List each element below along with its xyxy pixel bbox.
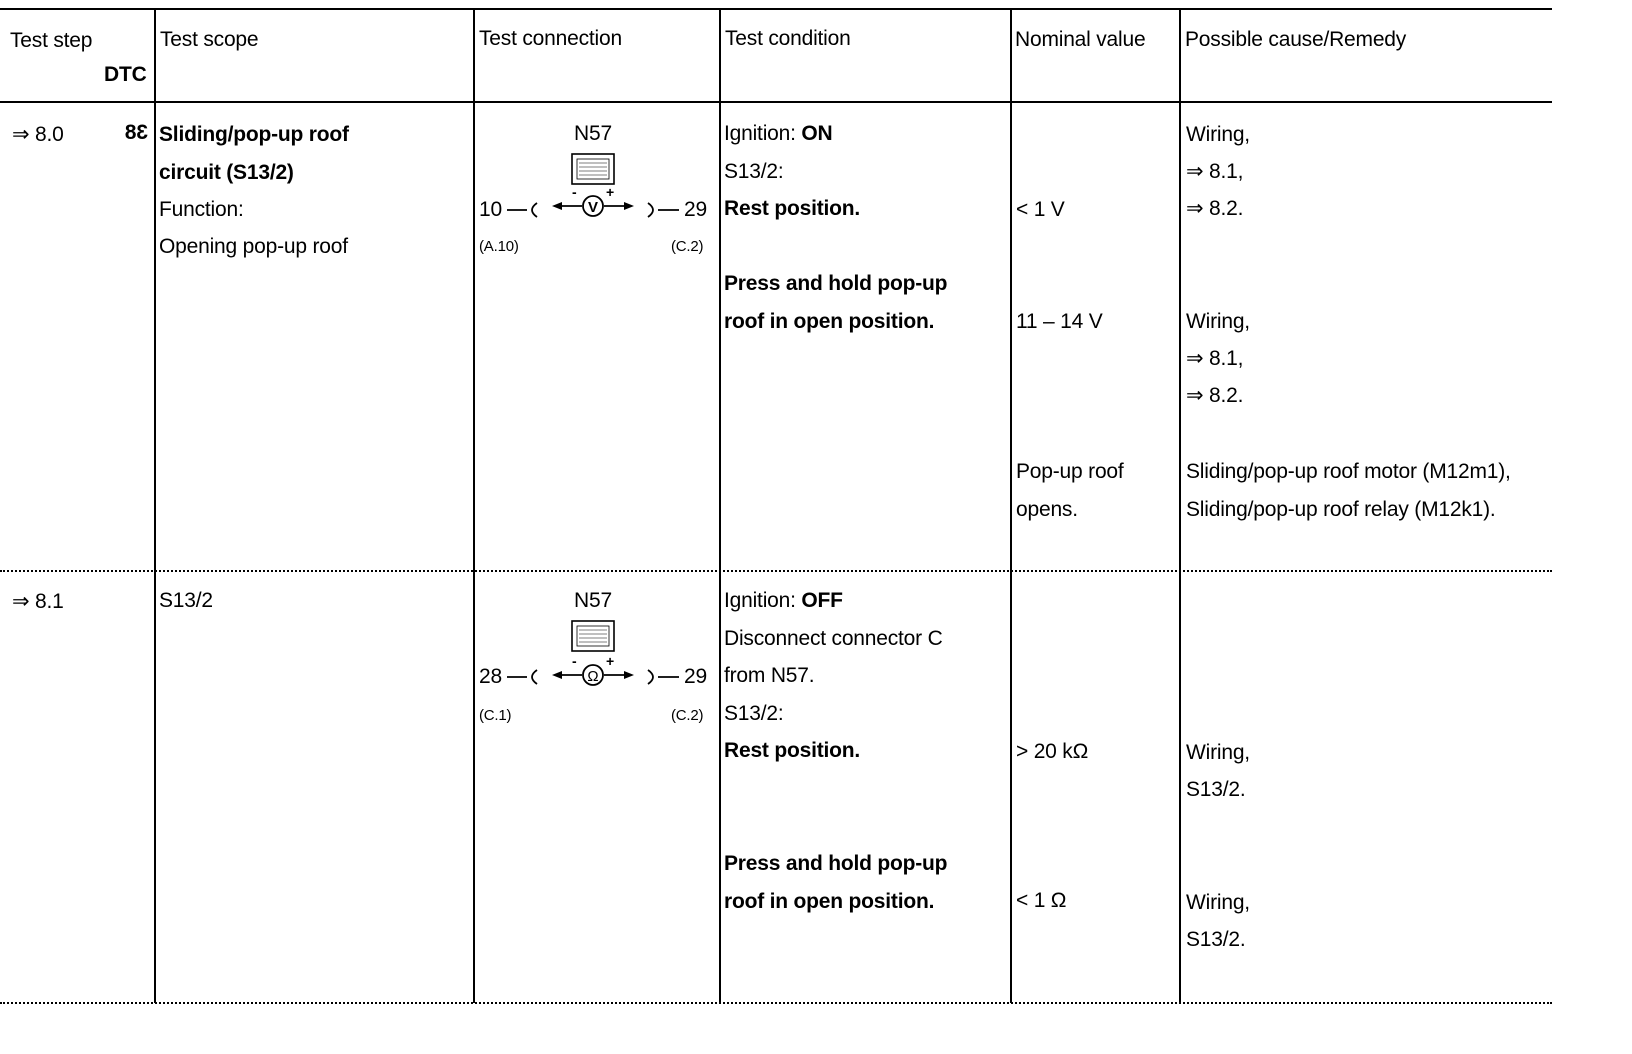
pin-left: 10: [479, 198, 502, 221]
control-unit-icon: [572, 154, 614, 184]
header-test-condition: Test condition: [725, 27, 851, 50]
control-unit-label: N57: [574, 122, 612, 145]
condition-rest: Rest position.: [724, 197, 861, 220]
control-unit-label: N57: [574, 589, 612, 612]
nominal-rest: > 20 kΩ: [1016, 740, 1089, 763]
remedy-line: Sliding/pop-up roof relay (M12k1).: [1186, 498, 1496, 521]
scope-line: S13/2: [159, 589, 213, 612]
remedy-line: Wiring,: [1186, 741, 1250, 764]
step-8-1: ⇒ 8.1: [12, 590, 64, 613]
remedy-line: S13/2.: [1186, 778, 1246, 801]
remedy-link[interactable]: ⇒ 8.1,: [1186, 160, 1244, 183]
pin-left: 28: [479, 665, 502, 688]
pin-right: 29: [684, 665, 707, 688]
condition-switch: S13/2:: [724, 702, 784, 725]
bottom-divider: [0, 1002, 1552, 1004]
scope-line: Sliding/pop-up roof: [159, 123, 349, 146]
svg-text:-: -: [572, 653, 577, 669]
pin-left-ref: (C.1): [479, 707, 512, 724]
plug-right-icon: [646, 667, 682, 687]
condition-ignition: Ignition: ON: [724, 122, 833, 145]
svg-text:+: +: [606, 653, 615, 669]
dtc-code: 38: [125, 121, 148, 144]
header-test-scope: Test scope: [160, 28, 259, 51]
ohmmeter-diagram: [548, 617, 648, 689]
condition-press: Press and hold pop-up: [724, 852, 948, 875]
nominal-press: < 1 Ω: [1016, 889, 1067, 912]
control-unit-icon: [572, 621, 614, 651]
remedy-line: Sliding/pop-up roof motor (M12m1),: [1186, 460, 1511, 483]
header-possible-cause: Possible cause/Remedy: [1185, 28, 1407, 51]
plug-right-icon: [646, 200, 682, 220]
scope-line: circuit (S13/2): [159, 161, 294, 184]
col-divider-nominal: [1010, 8, 1012, 1003]
meter-symbol: Ω: [587, 668, 599, 685]
condition-switch: S13/2:: [724, 160, 784, 183]
condition-press: roof in open position.: [724, 890, 935, 913]
col-divider-condition: [719, 8, 721, 1003]
condition-press: roof in open position.: [724, 310, 935, 333]
svg-text:+: +: [606, 184, 615, 200]
remedy-line: Wiring,: [1186, 891, 1250, 914]
plug-left-icon: [505, 200, 539, 220]
step-8-0: ⇒ 8.0: [12, 123, 64, 146]
meter-symbol: V: [587, 199, 599, 216]
remedy-line: Wiring,: [1186, 123, 1250, 146]
nominal-result: opens.: [1016, 498, 1078, 521]
pin-right: 29: [684, 198, 707, 221]
condition-ignition: Ignition: OFF: [724, 589, 843, 612]
row-divider: [0, 570, 1552, 572]
remedy-link[interactable]: ⇒ 8.2.: [1186, 197, 1244, 220]
nominal-rest: < 1 V: [1016, 198, 1065, 221]
remedy-link[interactable]: ⇒ 8.1,: [1186, 347, 1244, 370]
scope-line: Function:: [159, 198, 244, 221]
nominal-result: Pop-up roof: [1016, 460, 1124, 483]
pin-left-ref: (A.10): [479, 238, 519, 255]
col-divider-scope: [154, 8, 156, 1003]
header-dtc: DTC: [104, 63, 147, 86]
scope-line: Opening pop-up roof: [159, 235, 348, 258]
header-test-step: Test step: [10, 29, 93, 52]
condition-line: from N57.: [724, 664, 815, 687]
nominal-press: 11 – 14 V: [1016, 310, 1103, 333]
condition-line: Disconnect connector C: [724, 627, 943, 650]
top-rule: [0, 8, 1552, 10]
pin-right-ref: (C.2): [671, 238, 704, 255]
col-divider-remedy: [1179, 8, 1181, 1003]
condition-press: Press and hold pop-up: [724, 272, 948, 295]
condition-rest: Rest position.: [724, 739, 861, 762]
svg-text:-: -: [572, 184, 577, 200]
remedy-line: Wiring,: [1186, 310, 1250, 333]
header-test-connection: Test connection: [479, 27, 622, 50]
plug-left-icon: [505, 667, 539, 687]
pin-right-ref: (C.2): [671, 707, 704, 724]
col-divider-connection: [473, 8, 475, 1003]
remedy-line: S13/2.: [1186, 928, 1246, 951]
header-nominal-value: Nominal value: [1015, 28, 1146, 51]
voltmeter-diagram: [548, 150, 648, 222]
header-rule: [0, 101, 1552, 103]
remedy-link[interactable]: ⇒ 8.2.: [1186, 384, 1244, 407]
